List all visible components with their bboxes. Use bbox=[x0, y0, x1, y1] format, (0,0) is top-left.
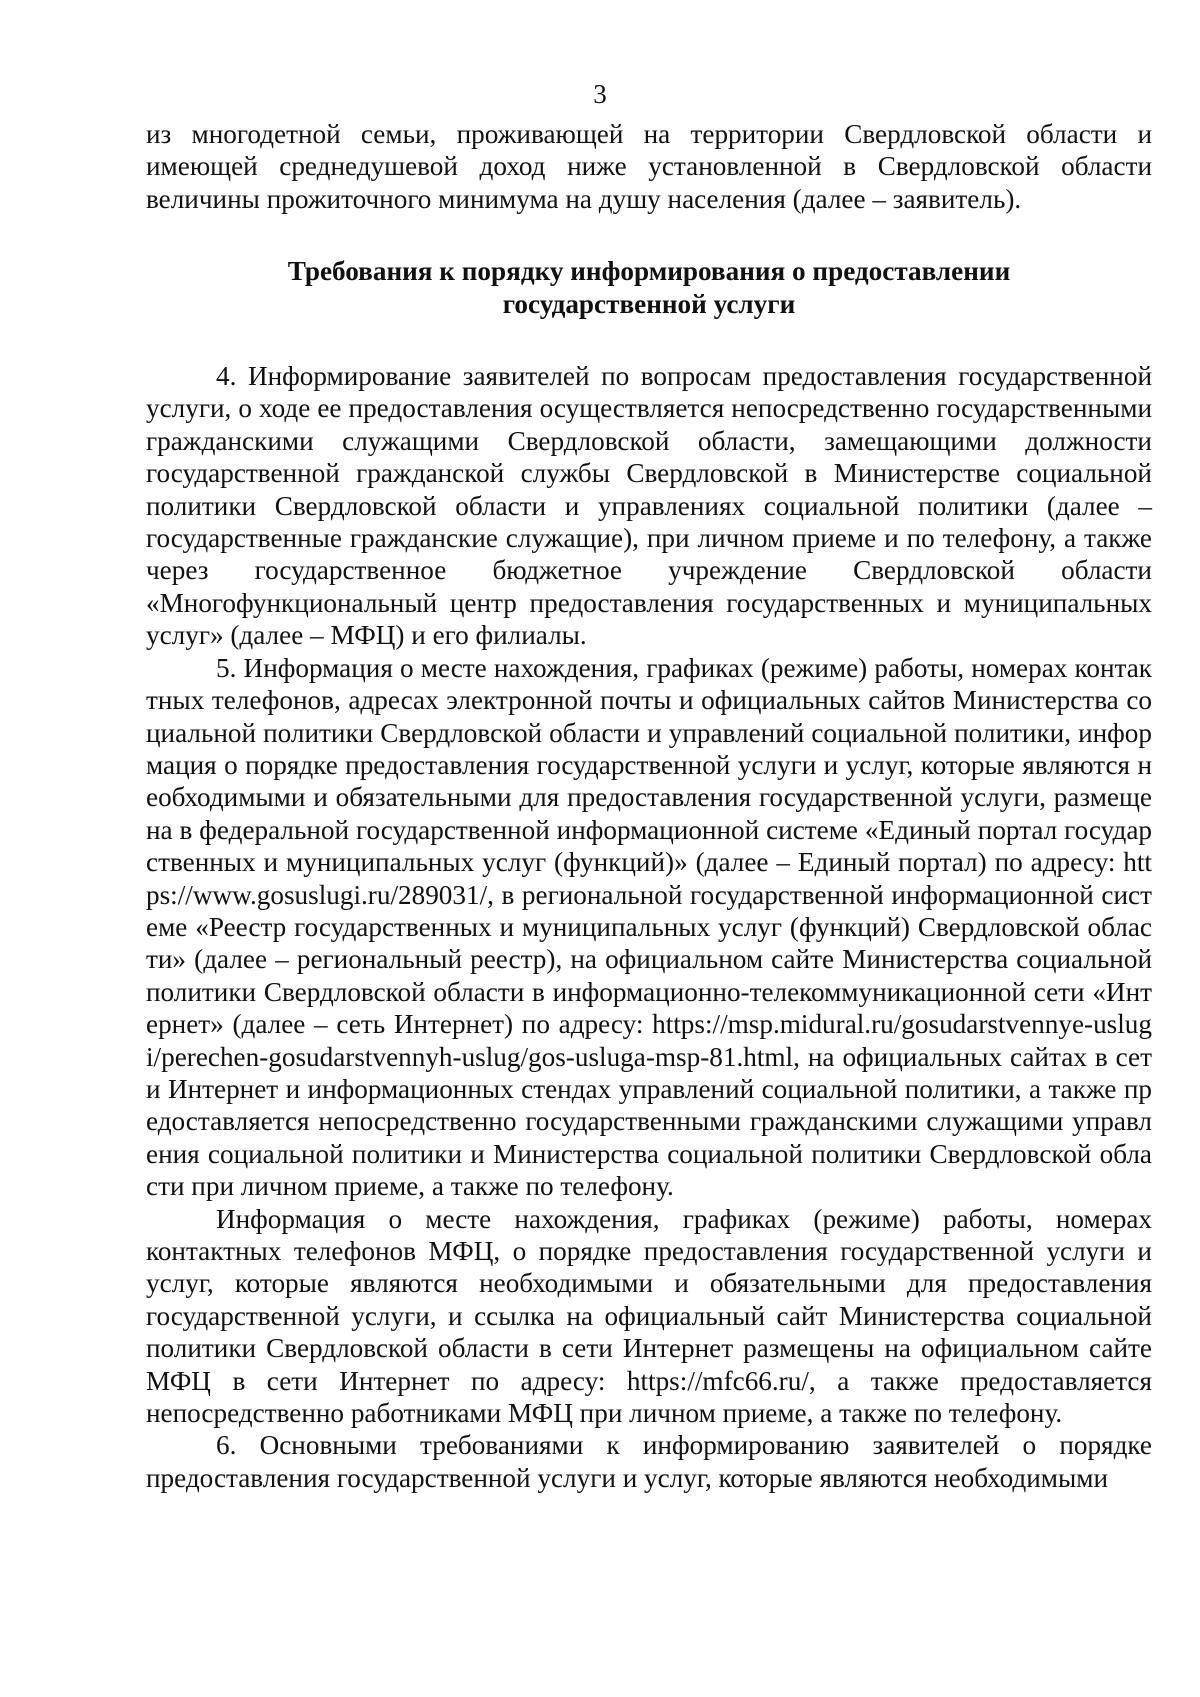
document-body bbox=[146, 118, 1152, 1494]
intro-paragraph: из многодетной семьи, проживающей на территории Свердловской области и имеющей среднедушевой доход ниже установленной в Свердловской области величины прожиточного минимума на душу населения (далее – заявитель). bbox=[146, 119, 1152, 214]
page-number: 3 bbox=[593, 79, 607, 109]
paragraph-6: 6. Основными требованиями к информированию заявителей о порядке предоставления государственной услуги и услуг, которые являются необходимыми bbox=[146, 1430, 1152, 1493]
section-heading: Требования к порядку информирования о предоставлении государственной услуги bbox=[287, 256, 1011, 319]
paragraph-5-mfc: Информация о месте нахождения, графиках (режиме) работы, номерах контактных телефонов МФЦ, о порядке предоставления государственной услуги и услуг, которые являются необходимыми и обязательными для предоставления государственной услуги, и ссылка на официальный сайт Министерства социальной политики Свердловской области в сети Интернет размещены на официальном сайте МФЦ в сети Интернет по адресу: https://mfc66.ru/, а также предоставляется непосредственно работниками МФЦ при личном приеме, а также по телефону. bbox=[146, 1203, 1152, 1429]
paragraph-5: 5. Информация о месте нахождения, графиках (режиме) работы, номерах контактных телефонов, адресах электронной почты и официальных сайтов Министерства социальной политики Свердловской области и управлений социальной политики, информация о порядке предоставления государственной услуги и услуг, которые являются необходимыми и обязательными для предоставления государственной услуги, размещена в федеральной государственной информационной системе «Единый портал государственных и муниципальных услуг (функций)» (далее – Единый портал) по адресу: https://www.gosuslugi.ru/289031/, в региональной государственной информационной системе «Реестр государственных и муниципальных услуг (функций) Свердловской области» (далее – региональный реестр), на официальном сайте Министерства социальной политики Свердловской области в информационно-телекоммуникационной сети «Интернет» (далее – сеть Интернет) по адресу: https://msp.midural.ru/gosudarstvennye-uslugi/perechen-gosudarstvennyh-uslug/gos-usluga-msp-81.html, на официальных сайтах в сети Интернет и информационных стендах управлений социальной политики, а также предоставляется непосредственно государственными гражданскими служащими управления социальной политики и Министерства социальной политики Свердловской области при личном приеме, а также по телефону. bbox=[146, 652, 1152, 1202]
paragraph-4: 4. Информирование заявителей по вопросам предоставления государственной услуги, о ходе ее предоставления осуществляется непосредственно государственными гражданскими служащими Свердловской области, замещающими должности государственной гражданской службы Свердловской в Министерстве социальной политики Свердловской области и управлениях социальной политики (далее – государственные гражданские служащие), при личном приеме и по телефону, а также через государственное бюджетное учреждение Свердловской области «Многофункциональный центр предоставления государственных и муниципальных услуг» (далее – МФЦ) и его филиалы. bbox=[146, 361, 1152, 651]
